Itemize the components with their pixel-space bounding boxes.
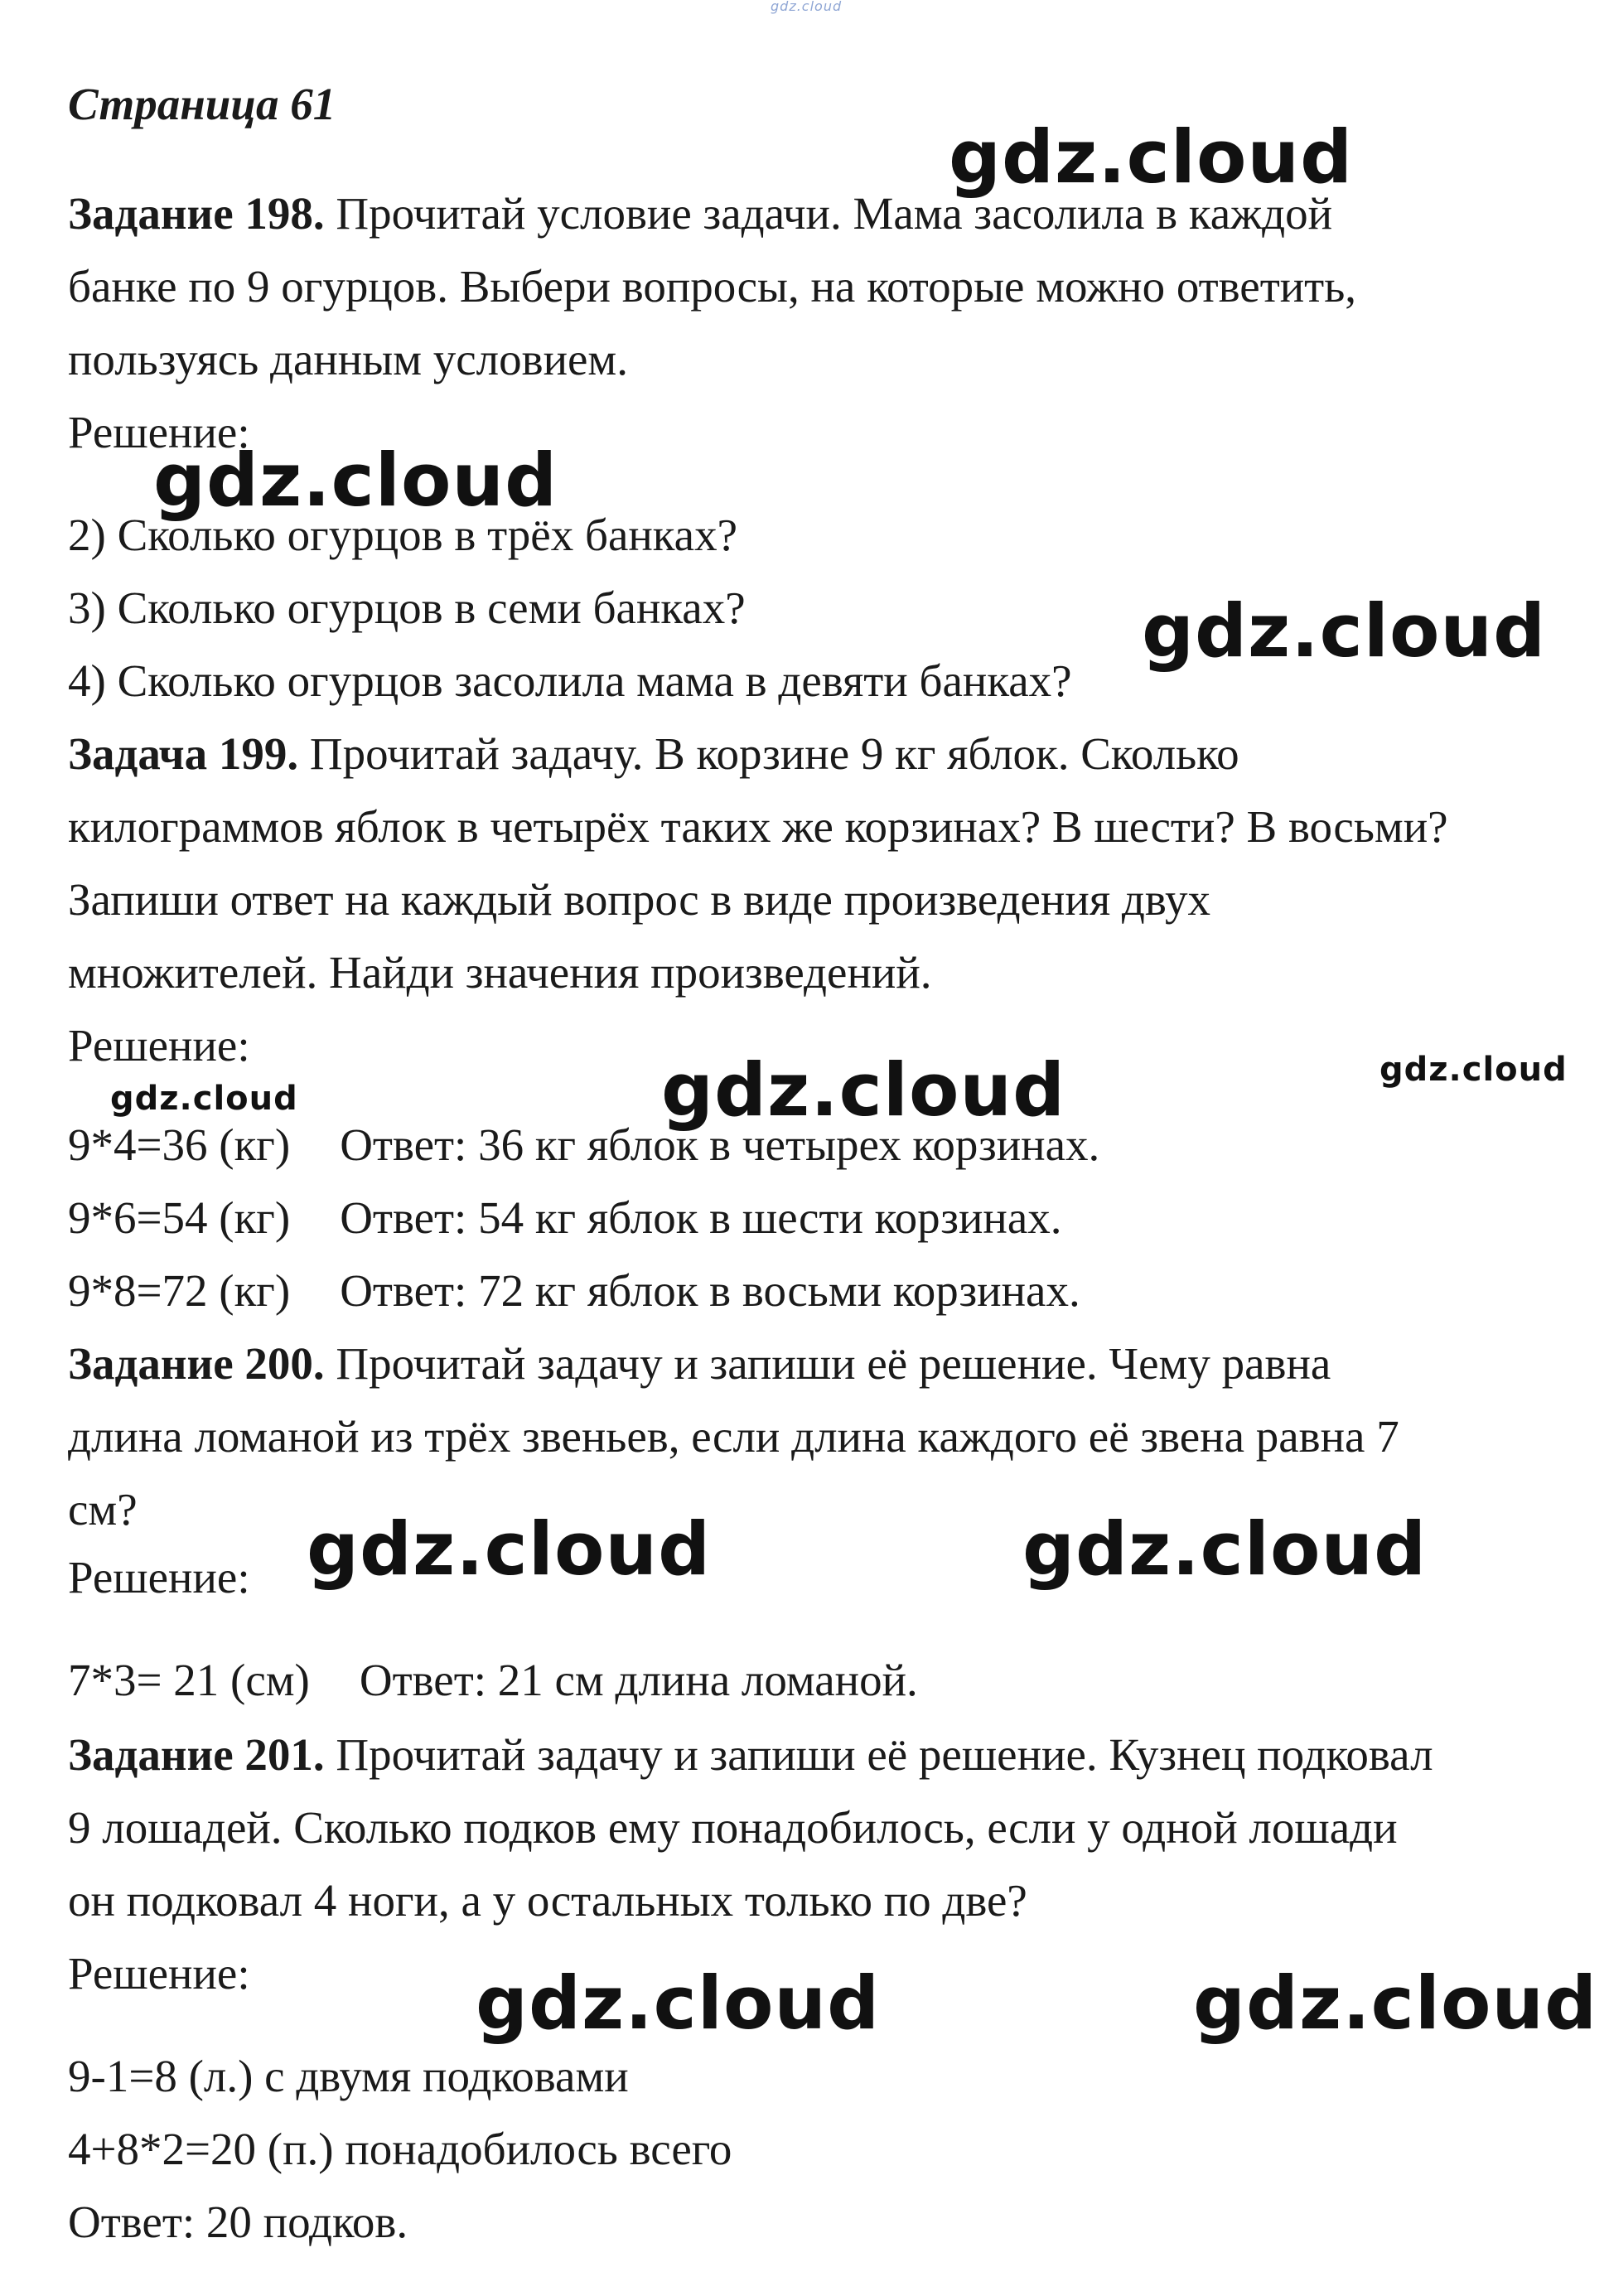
task199-solution-label: Решение: (68, 1020, 250, 1071)
task201-label: Задание 201. (68, 1729, 325, 1780)
task198-line3: пользуясь данным условием. (68, 334, 628, 384)
task201-solution-label: Решение: (68, 1948, 250, 1999)
task199-line4: множителей. Найди значения произведений. (68, 947, 932, 998)
page-title: Страница 61 (68, 79, 336, 129)
task200-line2: длина ломаной из трёх звеньев, если длина каждого её звена равна 7 (68, 1411, 1399, 1462)
task200-line1 (68, 1338, 1331, 1389)
watermark: gdz.cloud (1022, 1506, 1428, 1592)
task198-line2: банке по 9 огурцов. Выбери вопросы, на которые можно ответить, (68, 261, 1357, 312)
task199-line2: килограммов яблок в четырёх таких же корзинах? В шести? В восьми? (68, 801, 1448, 852)
task200-expr: 7*3= 21 (см) (68, 1655, 310, 1705)
watermark: gdz.cloud (307, 1506, 712, 1592)
task200-answer: Ответ: 21 см длина ломаной. (359, 1655, 918, 1705)
task199-row (68, 1265, 1080, 1316)
task200-solution-label: Решение: (68, 1552, 250, 1602)
task199-answer: Ответ: 72 кг яблок в восьми корзинах. (340, 1265, 1080, 1316)
task200-label: Задание 200. (68, 1338, 325, 1389)
watermark: gdz.cloud (476, 1960, 881, 2046)
watermark: gdz.cloud (153, 437, 558, 523)
task201-step-2: 4+8*2=20 (п.) понадобилось всего (68, 2124, 732, 2174)
task199-answer: Ответ: 54 кг яблок в шести корзинах. (340, 1192, 1062, 1243)
task201-line2: 9 лошадей. Сколько подков ему понадобилось, если у одной лошади (68, 1802, 1398, 1853)
watermark-top: gdz.cloud (771, 0, 843, 14)
task199-line1 (68, 728, 1239, 779)
task199-answer: Ответ: 36 кг яблок в четырех корзинах. (340, 1119, 1100, 1170)
task200-solution (68, 1657, 918, 1703)
task198-answer-4: 4) Сколько огурцов засолила мама в девяти банках? (68, 655, 1072, 706)
watermark: gdz.cloud (661, 1047, 1066, 1133)
task200-text1: Прочитай задачу и запиши её решение. Чему равна (324, 1338, 1331, 1389)
watermark: gdz.cloud (110, 1080, 298, 1118)
watermark: gdz.cloud (1193, 1960, 1598, 2046)
task201-answer: Ответ: 20 подков. (68, 2197, 408, 2247)
watermark: gdz.cloud (949, 114, 1354, 200)
task199-expr: 9*8=72 (кг) (68, 1265, 291, 1316)
task199-label: Задача 199. (68, 728, 299, 779)
task199-expr: 9*6=54 (кг) (68, 1192, 291, 1243)
task199-text1: Прочитай задачу. В корзине 9 кг яблок. Сколько (298, 728, 1239, 779)
task198-answer-2: 2) Сколько огурцов в трёх банках? (68, 510, 738, 560)
task201-text1: Прочитай задачу и запиши её решение. Кузнец подковал (324, 1729, 1433, 1780)
task198-text1: Прочитай условие задачи. Мама засолила в каждой (324, 188, 1333, 239)
watermark: gdz.cloud (1379, 1051, 1568, 1089)
watermark: gdz.cloud (1142, 588, 1547, 674)
task199-line3: Запиши ответ на каждый вопрос в виде произведения двух (68, 874, 1210, 925)
task201-step-1: 9-1=8 (л.) с двумя подковами (68, 2051, 629, 2101)
task199-expr: 9*4=36 (кг) (68, 1119, 291, 1170)
task198-label: Задание 198. (68, 188, 325, 239)
task200-line3: см? (68, 1484, 138, 1535)
task199-row (68, 1192, 1062, 1243)
task198-solution-label: Решение: (68, 407, 250, 457)
task201-line1 (68, 1729, 1433, 1780)
task198-answer-3: 3) Сколько огурцов в семи банках? (68, 582, 746, 633)
task201-line3: он подковал 4 ноги, а у остальных только по две? (68, 1875, 1027, 1926)
